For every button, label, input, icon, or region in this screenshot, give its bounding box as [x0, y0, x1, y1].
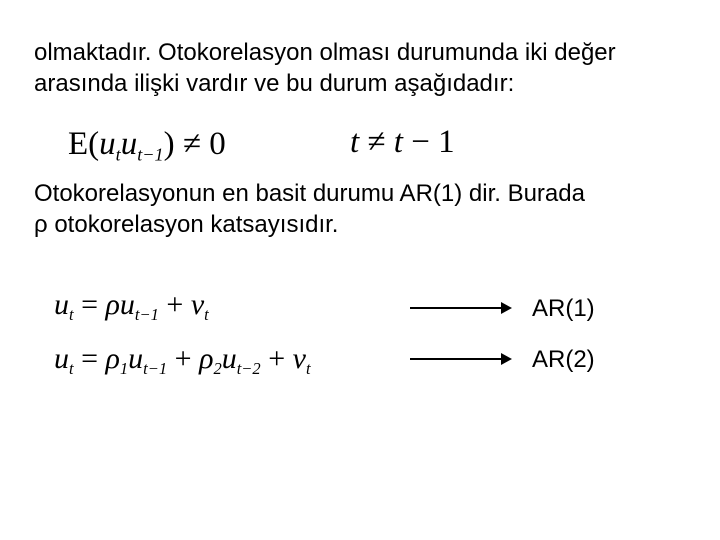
u-variable: u — [99, 126, 116, 162]
right-arrow-icon — [410, 307, 510, 309]
rho-symbol: ρ — [199, 342, 214, 375]
u-variable: u — [119, 288, 135, 321]
u-variable: u — [54, 288, 69, 321]
not-equal-sign: ≠ — [174, 126, 210, 162]
plus-sign: + — [260, 342, 293, 375]
subscript: 2 — [213, 358, 222, 378]
subscript: t−1 — [137, 144, 164, 165]
intro-paragraph: olmaktadır. Otokorelasyon olması durumunda iki değer arasında ilişki vardır ve bu durum aşağıdadır: — [34, 39, 616, 97]
v-variable: v — [292, 342, 306, 375]
open-paren: ( — [88, 126, 100, 162]
right-arrow-icon — [410, 358, 510, 360]
zero: 0 — [209, 126, 226, 162]
expectation-operator: E — [68, 126, 89, 162]
plus-sign: + — [158, 288, 191, 321]
subscript: t−1 — [134, 304, 159, 324]
close-paren: ) — [163, 126, 175, 162]
t-variable: t — [393, 124, 403, 160]
subscript: t−2 — [236, 358, 261, 378]
ar2-formula — [54, 342, 311, 378]
subscript: t — [69, 358, 74, 378]
subscript: 1 — [119, 358, 129, 378]
not-equal-sign: ≠ — [359, 124, 394, 160]
subscript: t — [115, 144, 121, 165]
subscript: t — [204, 304, 209, 324]
ar2-label: AR(2) — [532, 346, 595, 373]
u-variable: u — [120, 126, 138, 162]
rho-symbol: ρ — [34, 211, 48, 238]
v-variable: v — [190, 288, 205, 321]
definition-paragraph — [34, 178, 704, 240]
expectation-formula — [68, 126, 226, 165]
u-variable: u — [128, 342, 144, 375]
plus-sign: + — [167, 342, 200, 375]
definition-line-2: otokorelasyon katsayısıdır. — [47, 211, 339, 238]
t-variable: t — [350, 124, 360, 160]
u-variable: u — [221, 342, 237, 375]
rho-symbol: ρ — [105, 342, 120, 375]
rho-symbol: ρ — [105, 288, 120, 321]
u-variable: u — [54, 342, 69, 375]
ar1-label: AR(1) — [532, 295, 595, 322]
subscript: t — [305, 358, 311, 378]
definition-line-1: Otokorelasyonun en basit durumu AR(1) dir. Burada — [34, 180, 585, 207]
equals-sign: = — [73, 288, 106, 321]
ar1-formula — [54, 288, 209, 324]
subscript: t−1 — [143, 358, 168, 378]
subscript: t — [69, 304, 74, 324]
time-inequality — [350, 126, 455, 159]
equals-sign: = — [73, 342, 106, 375]
minus-one: − 1 — [402, 124, 455, 160]
